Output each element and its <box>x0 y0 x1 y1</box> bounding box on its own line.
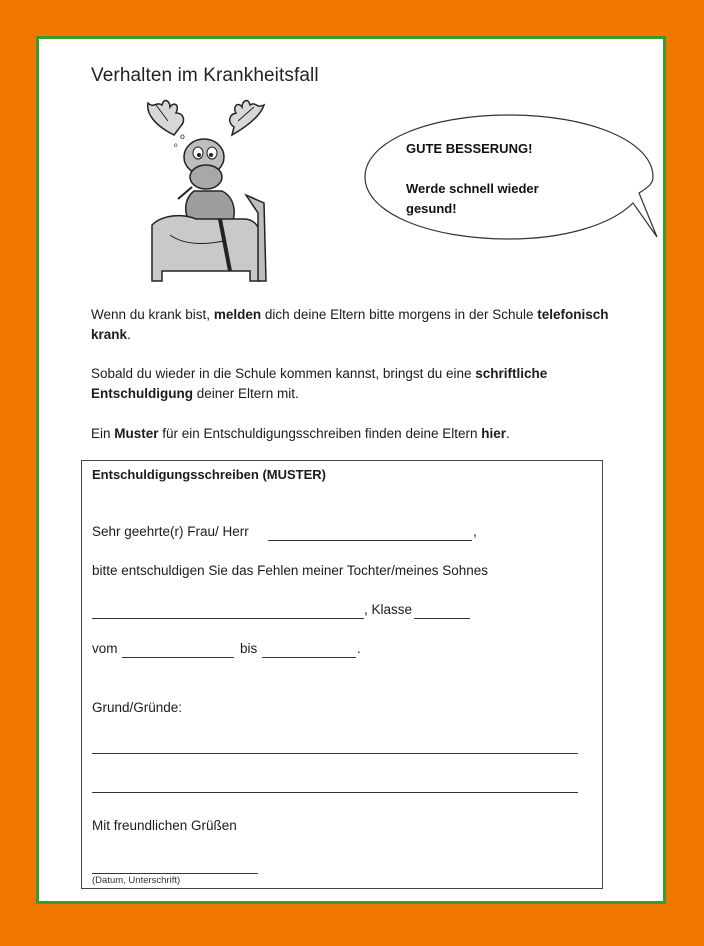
paragraph-written-excuse <box>91 364 611 404</box>
svg-text:o: o <box>180 132 185 141</box>
bubble-line-3: gesund! <box>406 201 457 216</box>
reason-blank-2[interactable] <box>92 792 578 793</box>
date-period: . <box>357 641 361 656</box>
bubble-line-2: Werde schnell wieder <box>406 181 539 196</box>
bubble-spacer <box>406 159 596 179</box>
document-page <box>39 39 663 901</box>
salutation-line <box>92 524 249 539</box>
p3-text-a: Ein <box>91 426 115 441</box>
paragraph-template-hint <box>91 424 611 444</box>
page-title: Verhalten im Krankheitsfall <box>91 65 319 86</box>
signature-caption: (Datum, Unterschrift) <box>92 875 181 886</box>
class-blank[interactable] <box>414 618 470 619</box>
document-frame <box>36 36 666 904</box>
excuse-sentence: bitte entschuldigen Sie das Fehlen meiner Tochter/meines Sohnes <box>92 563 488 578</box>
reason-blank-1[interactable] <box>92 753 578 754</box>
p2-text-b: schriftliche Entschuldigung <box>91 366 548 401</box>
class-label: , Klasse <box>364 602 413 617</box>
p3-text-e: . <box>506 426 510 441</box>
speech-bubble-text <box>406 139 596 219</box>
paragraph-sick-report <box>91 305 611 345</box>
p1-text-e: . <box>127 327 131 342</box>
p1-text-b: melden <box>213 307 262 322</box>
p3-text-d: hier <box>481 426 507 441</box>
salutation-name-blank[interactable] <box>268 540 472 541</box>
sick-moose-illustration <box>134 95 274 285</box>
p3-text-c: für ein Entschuldigungsschreiben finden deine Eltern <box>158 426 482 441</box>
signature-blank[interactable] <box>92 873 258 874</box>
svg-text:o: o <box>174 142 178 149</box>
p1-text-c: dich deine Eltern bitte morgens in der Schule <box>261 307 538 322</box>
p2-text-a: Sobald du wieder in die Schule kommen kannst, bringst du eine <box>91 366 476 381</box>
form-title: Entschuldigungsschreiben (MUSTER) <box>92 467 327 482</box>
p3-text-b: Muster <box>114 426 159 441</box>
to-label: bis <box>240 641 258 656</box>
to-date-blank[interactable] <box>262 657 356 658</box>
from-date-blank[interactable] <box>122 657 234 658</box>
excuse-letter-template <box>81 460 603 889</box>
bubble-line-1: GUTE BESSERUNG! <box>406 141 533 156</box>
p2-text-c: deiner Eltern mit. <box>193 386 299 401</box>
p1-text-d: telefonisch krank <box>91 307 609 342</box>
p1-text-a: Wenn du krank bist, <box>91 307 214 322</box>
closing-greeting: Mit freundlichen Grüßen <box>92 818 237 833</box>
salutation-label: Sehr geehrte(r) Frau/ Herr <box>92 524 249 539</box>
salutation-comma: , <box>473 524 477 539</box>
reason-label: Grund/Gründe: <box>92 700 183 715</box>
from-label: vom <box>92 641 118 656</box>
child-name-blank[interactable] <box>92 618 364 619</box>
